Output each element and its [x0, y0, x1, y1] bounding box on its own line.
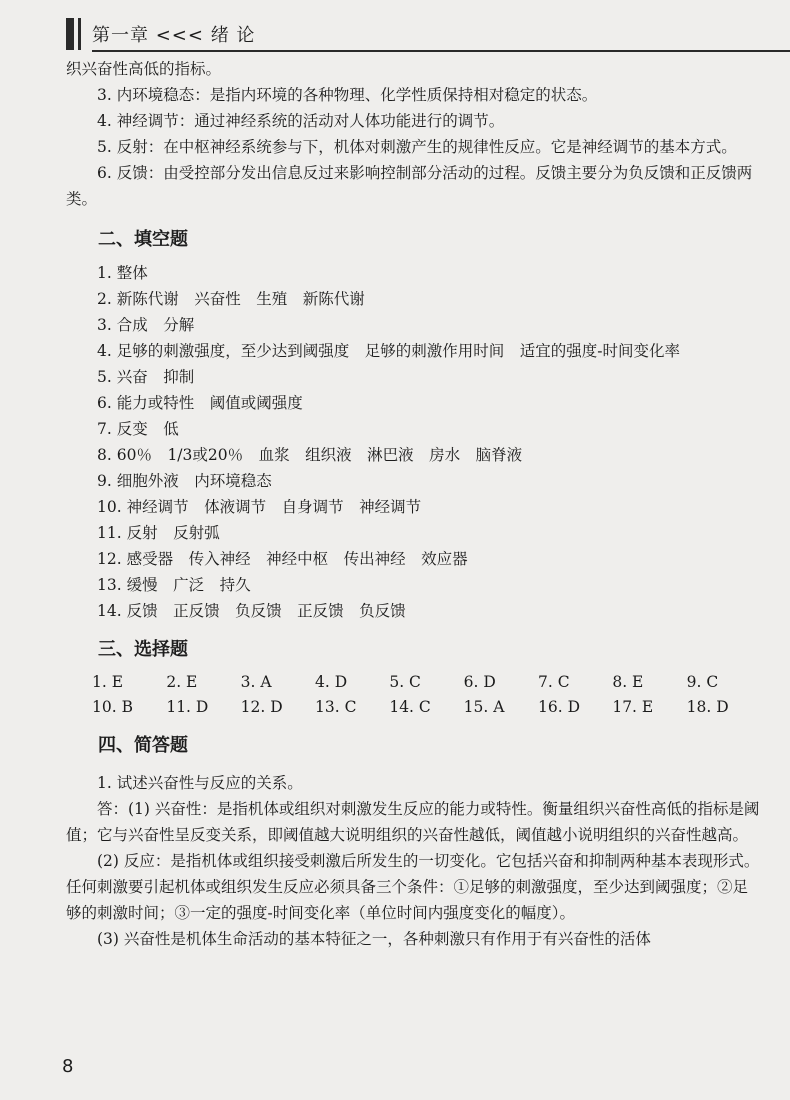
list-item: 12. 感受器 传入神经 神经中枢 传出神经 效应器	[97, 550, 468, 568]
choice-answer: 15. A	[463, 698, 505, 716]
list-item: 9. 细胞外液 内环境稳态	[97, 472, 272, 490]
answer-paragraph-1: 答：(1) 兴奋性：是指机体或组织对刺激发生反应的能力或特性。衡量组织兴奋性高低的指标是阈值；它与兴奋性呈反变关系，即阈值越大说明组织的兴奋性越低，阈值越小说明组织的兴奋性越高。	[66, 800, 760, 844]
header-bar-thin	[78, 18, 81, 50]
short-question: 1. 试述兴奋性与反应的关系。	[97, 774, 303, 792]
choice-answer: 9. C	[686, 673, 719, 691]
choice-answer: 11. D	[166, 698, 209, 716]
section-title-short: 四、简答题	[98, 735, 188, 756]
running-header	[66, 12, 790, 52]
page-content	[66, 56, 761, 952]
list-item: 10. 神经调节 体液调节 自身调节 神经调节	[97, 498, 422, 516]
list-item: 3. 合成 分解	[97, 316, 195, 334]
choice-answer: 17. E	[612, 698, 654, 716]
list-item: 4. 足够的刺激强度，至少达到阈强度 足够的刺激作用时间 适宜的强度-时间变化率	[97, 342, 680, 360]
choice-answer: 5. C	[389, 673, 421, 691]
list-item: 13. 缓慢 广泛 持久	[97, 576, 251, 594]
list-item: 8. 60％ 1/3或20％ 血浆 组织液 淋巴液 房水 脑脊液	[97, 446, 523, 464]
choice-answers-grid	[66, 670, 761, 720]
intro-paragraph-1: 3. 内环境稳态：是指内环境的各种物理、化学性质保持相对稳定的状态。	[97, 86, 598, 104]
choice-answer: 16. D	[538, 698, 581, 716]
choice-answer: 18. D	[686, 698, 729, 716]
page-number: 8	[62, 1056, 74, 1077]
choice-answer: 4. D	[315, 673, 348, 691]
intro-paragraph-2: 4. 神经调节：通过神经系统的活动对人体功能进行的调节。	[97, 112, 505, 130]
list-item: 14. 反馈 正反馈 负反馈 正反馈 负反馈	[97, 602, 406, 620]
choice-answer: 10. B	[92, 698, 133, 716]
list-item: 2. 新陈代谢 兴奋性 生殖 新陈代谢	[97, 290, 365, 308]
choice-answer: 2. E	[166, 673, 198, 691]
choice-answer: 8. E	[612, 673, 644, 691]
choice-answer: 13. C	[315, 698, 357, 716]
list-item: 11. 反射 反射弧	[97, 524, 220, 542]
section-title-fill: 二、填空题	[98, 229, 188, 250]
header-bar-thick	[66, 18, 74, 50]
choice-answer: 7. C	[538, 673, 570, 691]
choice-answer: 14. C	[389, 698, 431, 716]
choice-answer: 6. D	[463, 673, 496, 691]
intro-paragraph-0: 织兴奋性高低的指标。	[66, 60, 222, 78]
list-item: 7. 反变 低	[97, 420, 179, 438]
choice-answer: 3. A	[240, 673, 272, 691]
section-title-choice: 三、选择题	[98, 639, 188, 660]
intro-paragraph-3: 5. 反射：在中枢神经系统参与下，机体对刺激产生的规律性反应。它是神经调节的基本方式。	[97, 138, 737, 156]
list-item: 5. 兴奋 抑制	[97, 368, 195, 386]
choice-answer: 1. E	[92, 673, 124, 691]
header-rule	[92, 50, 790, 52]
list-item: 6. 能力或特性 阈值或阈强度	[97, 394, 303, 412]
choice-answer: 12. D	[240, 698, 283, 716]
list-item: 1. 整体	[97, 264, 148, 282]
fill-answers-list	[66, 260, 761, 624]
answer-paragraph-3: (3) 兴奋性是机体生命活动的基本特征之一，各种刺激只有作用于有兴奋性的活体	[97, 930, 651, 948]
intro-paragraph-4: 6. 反馈：由受控部分发出信息反过来影响控制部分活动的过程。反馈主要分为负反馈和正反馈两类。	[66, 164, 753, 208]
answer-paragraph-2: (2) 反应：是指机体或组织接受刺激后所发生的一切变化。它包括兴奋和抑制两种基本表现形式。任何刺激要引起机体或组织发生反应必须具备三个条件：①足够的刺激强度，至少达到阈强度；②足够的刺激时间；③一定的强度-时间变化率（单位时间内强度变化的幅度）。	[66, 852, 760, 922]
chapter-title: 第一章 <<< 绪 论	[92, 25, 256, 46]
